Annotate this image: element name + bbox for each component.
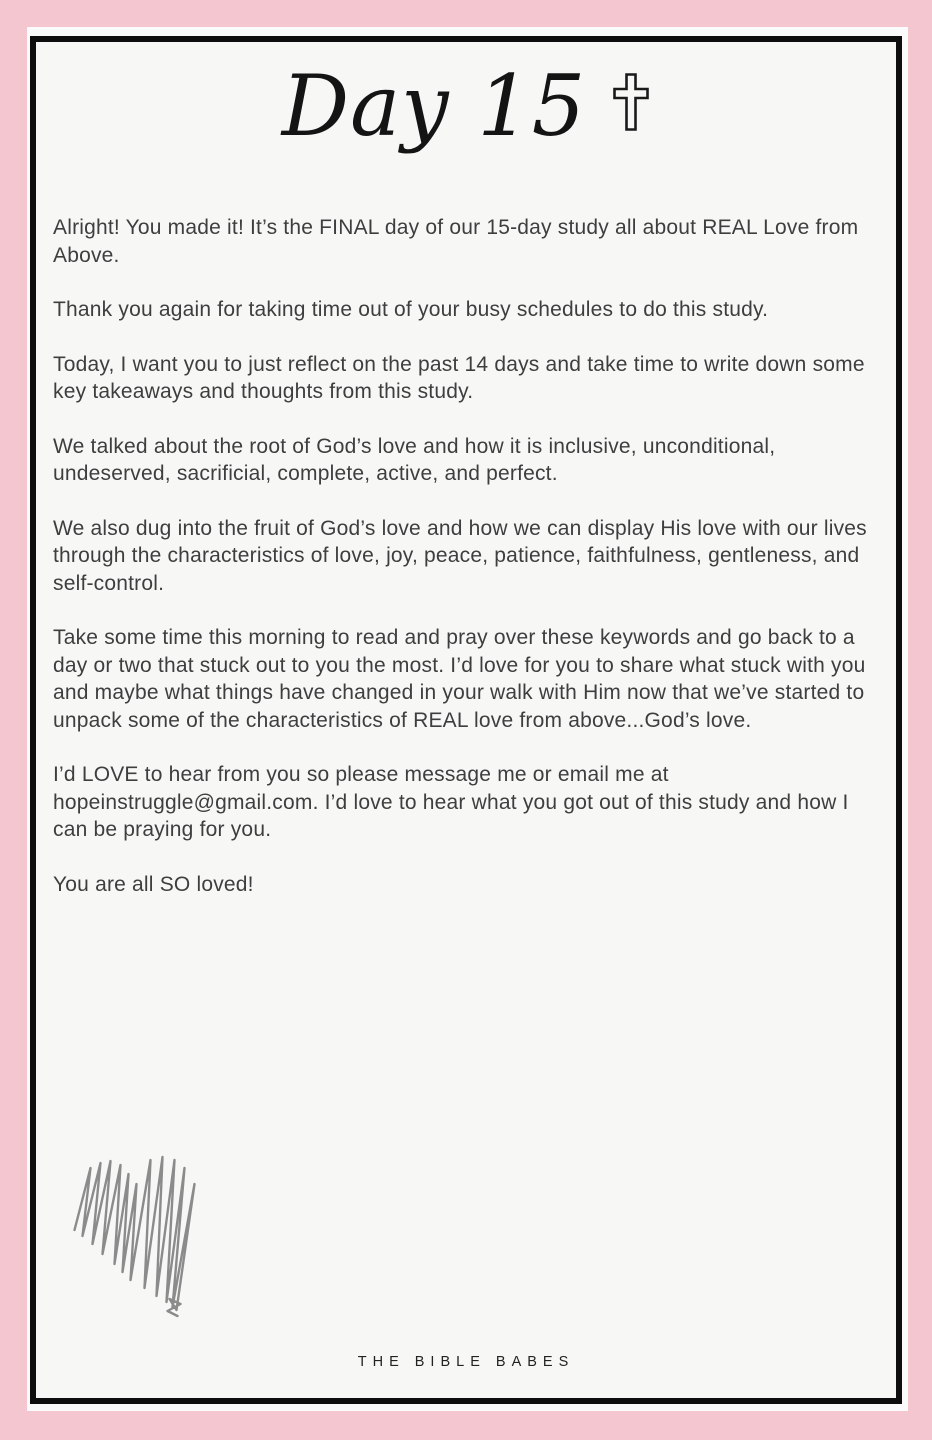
scribble-heart-icon bbox=[68, 1154, 213, 1322]
paragraph: Alright! You made it! It’s the FINAL day of our 15-day study all about REAL Love from Above. bbox=[53, 216, 859, 267]
body-text bbox=[36, 214, 896, 898]
page-content bbox=[36, 42, 896, 1398]
paragraph: Thank you again for taking time out of your busy schedules to do this study. bbox=[53, 298, 769, 321]
paragraph: Today, I want you to just reflect on the past 14 days and take time to write down some key takeaways and thoughts from this study. bbox=[53, 352, 865, 403]
paragraph: Take some time this morning to read and pray over these keywords and go back to a day or two that stuck out to you the most. I’d love for you to share what stuck with you and maybe what things have changed in your walk with Him now that we’ve started to unpack some of the characteristics of REAL love from above...God’s love. bbox=[53, 626, 866, 732]
page-frame bbox=[30, 36, 902, 1404]
paragraph: We also dug into the fruit of God’s love and how we can display His love with our lives through the characteristics of love, joy, peace, patience, faithfulness, gentleness, and self-control. bbox=[53, 516, 867, 595]
paragraph: I’d LOVE to hear from you so please message me or email me at hopeinstruggle@gmail.com. I’d love to hear what you got out of this study and how I can be praying for you. bbox=[53, 763, 849, 841]
paragraph: We talked about the root of God’s love and how it is inclusive, unconditional, undeserved, sacrificial, complete, active, and perfect. bbox=[53, 434, 776, 485]
paragraph: You are all SO loved! bbox=[53, 872, 254, 896]
header bbox=[36, 42, 896, 188]
page-title: Day 15 bbox=[281, 57, 587, 155]
brand-footer: THE BIBLE BABES bbox=[357, 1354, 575, 1370]
latin-cross-icon bbox=[612, 72, 650, 137]
